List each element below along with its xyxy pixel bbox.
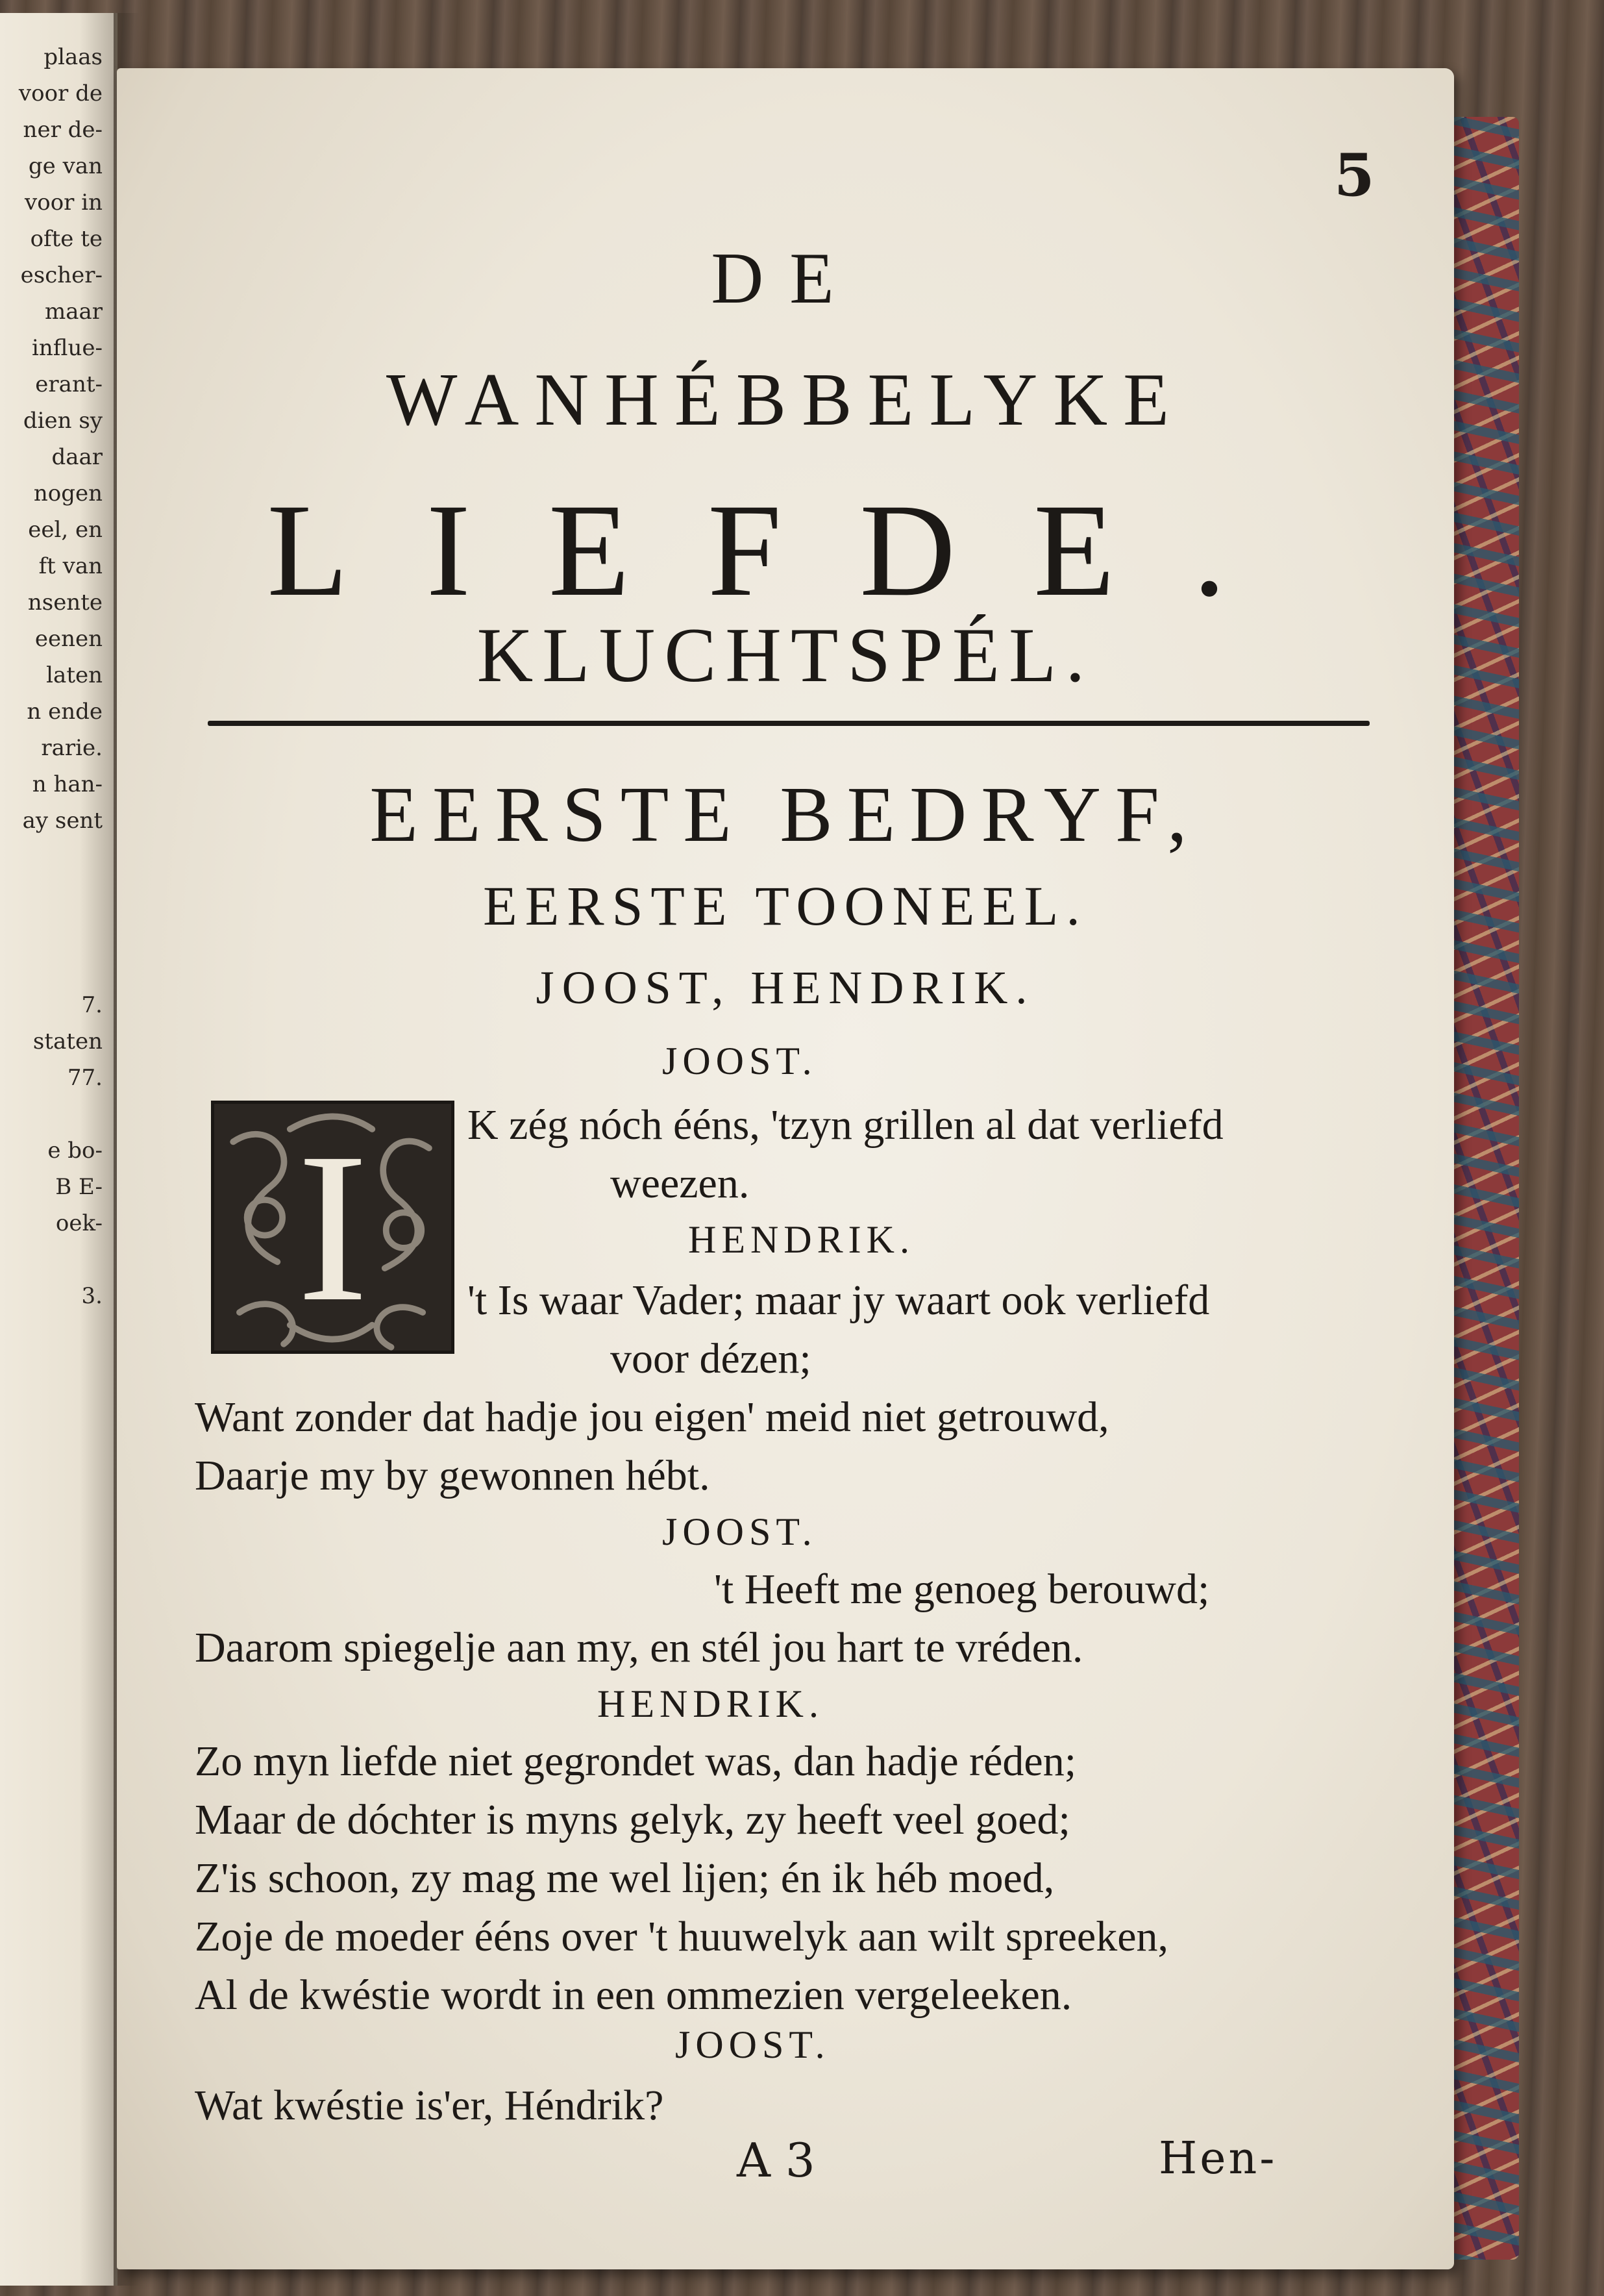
- book-page: [117, 68, 1454, 2269]
- verse-line: Wat kwéstie is'er, Héndrik?: [195, 2082, 664, 2129]
- facing-page-line: maar: [44, 299, 103, 325]
- facing-page-line: voor de: [18, 81, 103, 106]
- speaker-joost: JOOST.: [662, 1040, 817, 1082]
- facing-page-edge: [0, 13, 117, 2286]
- title-rule: [208, 721, 1370, 726]
- speaker-hendrik: HENDRIK.: [597, 1682, 824, 1725]
- facing-page-line: 77.: [67, 1065, 103, 1091]
- verse-line: Zo myn liefde niet gegrondet was, dan hadje réden;: [195, 1738, 1077, 1785]
- facing-page-line: 7.: [81, 992, 103, 1018]
- verse-line: weezen.: [610, 1160, 750, 1207]
- verse-line: Daarom spiegelje aan my, en stél jou hart te vréden.: [195, 1624, 1083, 1671]
- signature-mark: A 3: [737, 2133, 815, 2188]
- facing-page-line: influe-: [32, 335, 103, 361]
- facing-page-line: nogen: [33, 480, 103, 506]
- facing-page-line: ner de-: [23, 117, 103, 143]
- facing-page-line: erant-: [35, 371, 103, 397]
- catchword: Hen-: [1159, 2133, 1277, 2184]
- facing-page-line: eel, en: [28, 517, 103, 543]
- speaker-joost: JOOST.: [675, 2023, 830, 2066]
- facing-page-text-bottom: [0, 987, 110, 1314]
- facing-page-line: n ende: [27, 699, 103, 725]
- speaker-joost: JOOST.: [662, 1510, 817, 1553]
- facing-page-line: voor in: [25, 190, 103, 216]
- act-heading: EERSTE BEDRYF,: [369, 771, 1202, 858]
- title-line-liefde: LIEFDE.: [267, 477, 1304, 624]
- facing-page-line: dien sy: [23, 408, 103, 434]
- facing-page-line: ge van: [28, 153, 103, 179]
- verse-line: voor dézen;: [610, 1335, 811, 1382]
- facing-page-line: staten: [32, 1029, 103, 1054]
- verse-line: Zoje de moeder ééns over 't huuwelyk aan wilt spreeken,: [195, 1913, 1169, 1960]
- scene-heading: EERSTE TOONEEL.: [483, 875, 1088, 937]
- page-number: 5: [1334, 141, 1375, 210]
- speaker-hendrik: HENDRIK.: [688, 1218, 915, 1261]
- verse-line: Daarje my by gewonnen hébt.: [195, 1452, 710, 1499]
- facing-page-line: [0, 1096, 110, 1132]
- verse-line: Z'is schoon, zy mag me wel lijen; én ik héb moed,: [195, 1854, 1055, 1902]
- facing-page-line: 3.: [81, 1283, 103, 1309]
- facing-page-line: n han-: [32, 771, 103, 797]
- facing-page-line: rarie.: [41, 735, 103, 761]
- facing-page-line: e bo-: [47, 1138, 103, 1164]
- facing-page-line: ofte te: [30, 226, 103, 252]
- title-line-wanhebbelyke: WANHÉBBELYKE: [386, 358, 1185, 442]
- title-line-de: DE: [711, 238, 860, 319]
- facing-page-line: B E-: [55, 1174, 103, 1200]
- verse-line: 't Is waar Vader; maar jy waart ook verliefd: [467, 1277, 1210, 1324]
- facing-page-text-top: [0, 39, 110, 839]
- verse-line: Want zonder dat hadje jou eigen' meid niet getrouwd,: [195, 1393, 1109, 1441]
- facing-page-line: laten: [46, 662, 103, 688]
- verse-line: 't Heeft me genoeg berouwd;: [714, 1566, 1210, 1613]
- facing-page-line: nsente: [27, 590, 103, 616]
- ornamental-initial: [211, 1101, 454, 1354]
- facing-page-line: ay sent: [22, 808, 103, 834]
- facing-page-line: escher-: [20, 262, 103, 288]
- facing-page-line: plaas: [43, 44, 103, 70]
- facing-page-line: ft van: [38, 553, 103, 579]
- verse-line: Maar de dóchter is myns gelyk, zy heeft veel goed;: [195, 1796, 1070, 1843]
- characters-line: JOOST, HENDRIK.: [536, 962, 1035, 1014]
- facing-page-line: oek-: [55, 1210, 103, 1236]
- drop-cap-letter: I: [297, 1108, 369, 1346]
- verse-line: Al de kwéstie wordt in een ommezien vergeleeken.: [195, 1971, 1072, 2019]
- facing-page-line: eenen: [34, 626, 103, 652]
- facing-page-line: [0, 1242, 110, 1278]
- title-line-kluchtspel: KLUCHTSPÉL.: [476, 612, 1094, 698]
- facing-page-line: daar: [51, 444, 103, 470]
- verse-line: K zég nóch ééns, 'tzyn grillen al dat verliefd: [467, 1101, 1224, 1149]
